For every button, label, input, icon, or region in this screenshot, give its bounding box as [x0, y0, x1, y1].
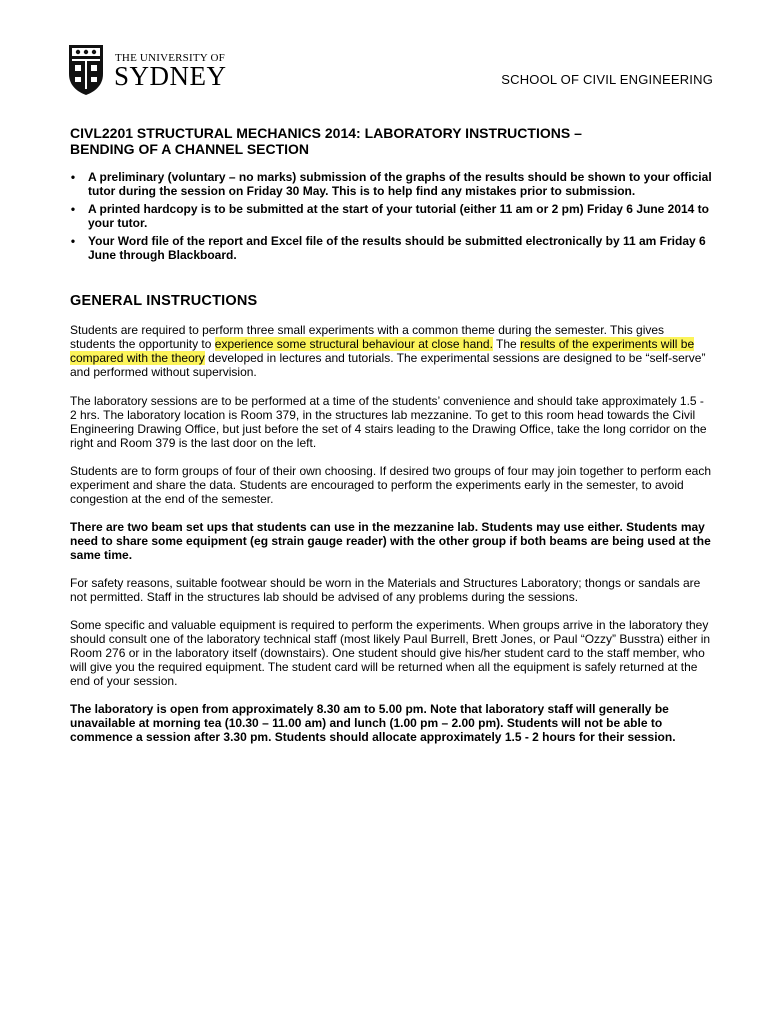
bullet-marker: •	[70, 170, 76, 184]
university-logo	[68, 44, 238, 100]
paragraph-safety: For safety reasons, suitable footwear should be worn in the Materials and Structures Laboratory; thongs or sandals are not permitted. Staff in the structures lab should be advised of any problems during the sessions.	[70, 576, 701, 604]
paragraph-text: developed in lectures and tutorials. The experimental sessions are designed to be “self-serve” and performed without supervision.	[70, 351, 706, 379]
title-line-2: BENDING OF A CHANNEL SECTION	[70, 141, 310, 157]
paragraph-opening-hours: The laboratory is open from approximately 8.30 am to 5.00 pm. Note that laboratory staff will generally be unavailable at morning tea (10.30 – 11.00 am) and lunch (1.00 pm – 2.00 pm). Students will not be able to commence a session after 3.30 pm. Students should allocate approximately 1.5 - 2 hours for their session.	[70, 702, 676, 744]
paragraph-intro	[70, 323, 712, 379]
paragraph-text: Students are required to perform three small experiments with a common theme during the semester. This gives students the opportunity to	[70, 323, 665, 351]
bullet-marker: •	[70, 234, 76, 248]
title-line-1: CIVL2201 STRUCTURAL MECHANICS 2014: LABORATORY INSTRUCTIONS –	[70, 125, 582, 141]
university-name-big: SYDNEY	[114, 61, 227, 91]
list-item	[70, 170, 720, 198]
paragraph-sessions: The laboratory sessions are to be performed at a time of the students’ convenience and should take approximately 1.5 - 2 hrs. The laboratory location is Room 379, in the structures lab mezzanine. To get to this room head towards the Civil Engineering Drawing Office, but just before the set of 4 stairs leading to the Drawing Office, take the long corridor on the right and Room 379 is the last door on the left.	[70, 394, 707, 450]
bullet-text: A preliminary (voluntary – no marks) submission of the graphs of the results should be shown to your official tutor during the session on Friday 30 May. This is to help find any mistakes prior to submission.	[88, 170, 712, 198]
bullet-marker: •	[70, 202, 76, 216]
paragraph-text: The	[492, 337, 521, 351]
submission-bullets	[70, 170, 720, 266]
paragraph-equipment: Some specific and valuable equipment is required to perform the experiments. When groups arrive in the laboratory they should consult one of the laboratory technical staff (most likely Paul Burrell, Brett Jones, or Paul “Ozzy” Busstra) either in Room 276 or in the laboratory itself (downstairs). One student should give his/her student card to the staff member, who will give you the required equipment. The student card will be returned when all the equipment is safely returned at the end of your session.	[70, 618, 711, 688]
university-name-small: THE UNIVERSITY OF	[115, 52, 225, 64]
school-name: SCHOOL OF CIVIL ENGINEERING	[501, 72, 713, 87]
section-heading: GENERAL INSTRUCTIONS	[70, 293, 258, 309]
highlighted-text: experience some structural behaviour at close hand.	[214, 337, 493, 351]
list-item	[70, 202, 720, 230]
paragraph-groups: Students are to form groups of four of their own choosing. If desired two groups of four may join together to perform each experiment and share the data. Students are encouraged to perform the experiments early in the semester, to avoid congestion at the end of the semester.	[70, 464, 712, 506]
list-item	[70, 234, 720, 262]
document-title	[70, 125, 710, 157]
paragraph-beam-setups: There are two beam set ups that students can use in the mezzanine lab. Students may use either. Students may need to share some equipment (eg strain gauge reader) with the other group if both beams are being used at the same time.	[70, 520, 711, 562]
bullet-text: Your Word file of the report and Excel file of the results should be submitted electronically by 11 am Friday 6 June through Blackboard.	[88, 234, 706, 262]
highlighted-text: results of the experiments will be compared with the theory	[70, 337, 695, 365]
bullet-text: A printed hardcopy is to be submitted at the start of your tutorial (either 11 am or 2 pm) Friday 6 June 2014 to your tutor.	[88, 202, 710, 230]
university-crest-icon	[68, 44, 104, 96]
